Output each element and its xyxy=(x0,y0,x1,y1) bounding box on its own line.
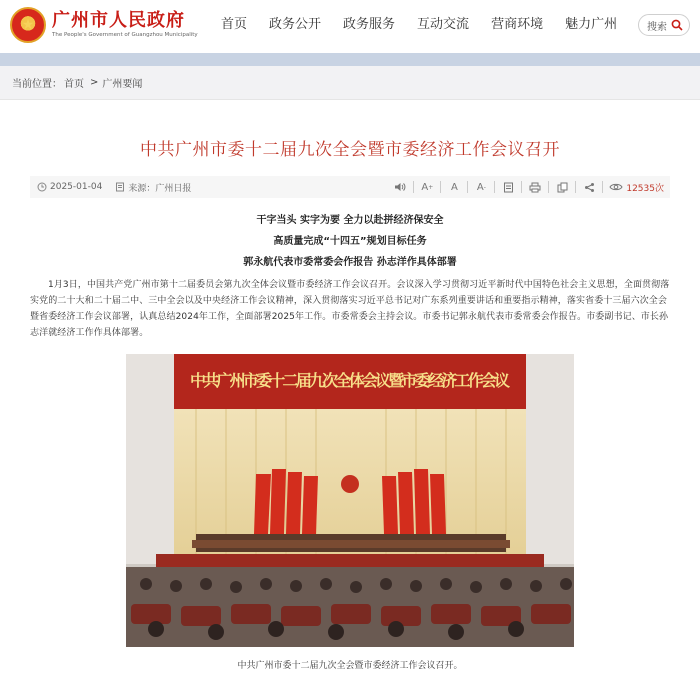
search-icon xyxy=(671,19,683,31)
nav-business-environment[interactable]: 营商环境 xyxy=(491,17,544,32)
search-button[interactable] xyxy=(638,14,690,36)
nav-services[interactable]: 政务服务 xyxy=(343,17,396,32)
print-icon[interactable] xyxy=(528,180,542,194)
article xyxy=(0,135,700,671)
eye-icon xyxy=(609,182,623,192)
search-label: 搜索 xyxy=(647,21,667,33)
site-subtitle: The People's Government of Guangzhou Municipality xyxy=(52,32,198,38)
source-icon xyxy=(114,181,126,193)
subhead-1: 干字当头 实字为要 全力以赴拼经济保安全 xyxy=(256,215,444,226)
nav-government-affairs[interactable]: 政务公开 xyxy=(269,17,322,32)
font-increase-icon[interactable]: A + xyxy=(421,181,434,193)
toolbar-divider xyxy=(494,181,495,193)
read-aloud-icon[interactable] xyxy=(393,180,407,194)
breadcrumb-home[interactable]: 首页 xyxy=(64,79,84,90)
view-count xyxy=(609,181,664,194)
breadcrumb-prefix: 当前位置： xyxy=(12,79,62,90)
nav-interaction[interactable]: 互动交流 xyxy=(417,17,470,32)
site-header xyxy=(0,0,700,50)
site-title: 广州市人民政府 xyxy=(52,10,185,31)
party-emblem-icon xyxy=(341,475,359,493)
font-decrease-icon[interactable]: A - xyxy=(476,181,486,193)
toolbar-divider xyxy=(548,181,549,193)
breadcrumb xyxy=(0,66,700,100)
breadcrumb-separator: > xyxy=(90,77,99,88)
article-meta-bar xyxy=(30,176,670,198)
toolbar-divider xyxy=(413,181,414,193)
article-subheads xyxy=(30,210,670,273)
font-default-icon[interactable]: A xyxy=(450,181,458,193)
site-logo[interactable] xyxy=(10,7,200,43)
toolbar-divider xyxy=(467,181,468,193)
breadcrumb-current[interactable]: 广州要闻 xyxy=(102,79,143,90)
toolbar-divider xyxy=(575,181,576,193)
toolbar-divider xyxy=(440,181,441,193)
view-count-value: 12535次 xyxy=(626,183,664,194)
decorative-banner-bar xyxy=(0,53,700,66)
nav-charm-guangzhou[interactable]: 魅力广州 xyxy=(565,17,618,32)
article-source: 来源：广州日报 xyxy=(128,183,192,194)
subhead-2: 高质量完成“十四五”规划目标任务 xyxy=(273,236,427,247)
meeting-photo xyxy=(126,354,574,647)
article-paragraph: 1月3日，中国共产党广州市第十二届委员会第九次全体会议暨市委经济工作会议召开。会议深入学习贯彻习近平新时代中国特色社会主义思想，全面贯彻落实党的二十大和二十届二中、三中全会以及中央经济工作会议精神，深入贯彻落实习近平总书记对广东系列重要讲话和重要指示精神，落实省委十三届六次全会暨省委经济工作会议部署，认真总结2024年工作，全面部署2025年工作。市委常委会主持会议。市委书记郭永航代表市委常委会作报告。市委副书记、市长孙志洋就经济工作作具体部署。 xyxy=(30,280,670,338)
photo-caption: 中共广州市委十二届九次全会暨市委经济工作会议召开。 xyxy=(237,661,463,671)
clock-icon xyxy=(36,181,48,193)
subhead-3: 郭永航代表市委常委会作报告 孙志洋作具体部署 xyxy=(243,257,457,268)
national-emblem-icon: ★ xyxy=(10,7,46,43)
nav-home[interactable]: 首页 xyxy=(221,17,248,32)
note-icon[interactable] xyxy=(501,180,515,194)
banner-text: 中共广州市委十二届九次全体会议暨市委经济工作会议 xyxy=(190,371,510,390)
article-title: 中共广州市委十二届九次全会暨市委经济工作会议召开 xyxy=(140,140,560,160)
main-nav xyxy=(210,0,628,50)
article-date: 2025-01-04 xyxy=(50,182,103,192)
share-icon[interactable] xyxy=(582,180,596,194)
toolbar-divider xyxy=(521,181,522,193)
meeting-hall-illustration xyxy=(126,354,574,647)
article-toolbar xyxy=(393,180,664,194)
toolbar-divider xyxy=(602,181,603,193)
copy-icon[interactable] xyxy=(555,180,569,194)
